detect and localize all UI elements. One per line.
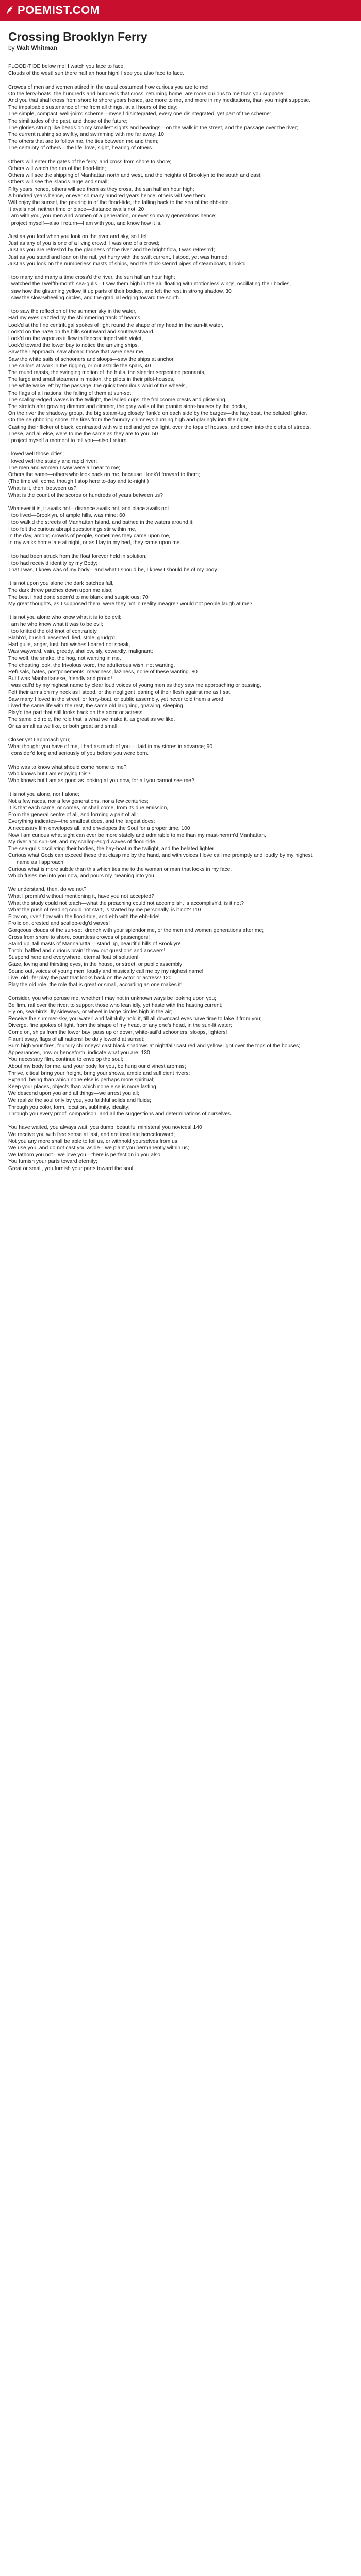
poem-line: It is that each came, or comes, or shall come, from its due emission,: [8, 805, 169, 811]
poem-line: Who was to know what should come home to me?: [8, 764, 127, 770]
poem-line: Which fuses me into you now, and pours my meaning into you.: [8, 873, 156, 879]
site-header: [0, 0, 361, 21]
poem-line: The wolf, the snake, the hog, not wanting in me,: [8, 655, 121, 662]
poem-line: Fly on, sea-birds! fly sideways, or wheel in large circles high in the air;: [8, 1009, 173, 1015]
poem-line: We fathom you not—we love you—there is perfection in you also;: [8, 1152, 162, 1158]
poem-line: On the ferry-boats, the hundreds and hundreds that cross, returning home, are more curious to me than you suppose;: [8, 91, 285, 97]
poem-line: Now I am curious what sight can ever be more stately and admirable to me than my mast-hemm'd Manhattan,: [8, 832, 266, 838]
poem-line: It is not you alone, nor I alone;: [8, 791, 79, 798]
poem-line: I loved well those cities;: [8, 451, 64, 457]
poem-stanza: [8, 159, 318, 227]
poem-body: [8, 63, 318, 1172]
poem-stanza: [8, 886, 318, 988]
poem-line: Stand up, tall masts of Mannahatta!—stand up, beautiful hills of Brooklyn!: [8, 941, 181, 947]
poem-stanza: [8, 553, 318, 574]
poem-line: I too felt the curious abrupt questionings stir within me,: [8, 526, 137, 532]
poem-line: What is it, then, between us?: [8, 485, 77, 492]
poem-line: Sound out, voices of young men! loudly and musically call me by my nighest name!: [8, 968, 204, 974]
poem-line: Appearances, now or henceforth, indicate what you are; 130: [8, 1050, 150, 1056]
poem-line: Casting their flicker of black, contrasted with wild red and yellow light, over the tops of houses, and down into the clefts of streets.: [8, 424, 311, 430]
poem-line: Thrive, cities! bring your freight, bring your shows, ample and sufficient rivers;: [8, 1070, 190, 1076]
poem-line: The similitudes of the past, and those of the future;: [8, 118, 128, 124]
poem-line: About my body for me, and your body for you, be hung our divinest aromas;: [8, 1063, 186, 1070]
poem-line: Or as small as we like, or both great and small.: [8, 723, 119, 730]
poem-line: Just as you look on the numberless masts of ships, and the thick-stem'd pipes of steamboats, I look'd.: [8, 261, 248, 267]
logo-text: POEMIST.COM: [18, 4, 100, 16]
poem-line: The simple, compact, well-join'd scheme—myself disintegrated, every one disintegrated, yet part of the scheme:: [8, 111, 271, 117]
byline-prefix: by: [8, 44, 17, 52]
poem-line: Through you color, form, location, sublimity, ideality;: [8, 1104, 130, 1110]
poem-line: We receive you with free sense at last, and are insatiate henceforward;: [8, 1131, 175, 1138]
poem-line: Saw many I loved in the street, or ferry-boat, or public assembly, yet never told them a word,: [8, 696, 225, 702]
poem-line: A hundred years hence, or ever so many hundred years hence, others will see them,: [8, 193, 207, 199]
poem-line: From the general centre of all, and forming a part of all:: [8, 812, 138, 818]
poem-stanza: [8, 1124, 318, 1172]
poem-author[interactable]: Walt Whitman: [17, 44, 57, 52]
poem-line: Frolic on, crested and scallop-edg'd waves!: [8, 921, 110, 927]
poem-line: Others the same—others who look back on me, because I look'd forward to them;: [8, 472, 200, 478]
poem-line: And you that shall cross from shore to shore years hence, are more to me, and more in my meditations, than you might suppose.: [8, 98, 311, 104]
poem-line: The best I had done seem'd to me blank and suspicious; 70: [8, 594, 149, 600]
poem-line: Everything indicates—the smallest does, and the largest does;: [8, 819, 155, 825]
poem-line: Others will watch the run of the flood-tide;: [8, 166, 106, 172]
poem-line: Just as any of you is one of a living crowd, I was one of a crowd;: [8, 241, 160, 247]
poem-line: On the river the shadowy group, the big steam-tug closely flank'd on each side by the barges—the hay-boat, the belated lighter,: [8, 411, 307, 417]
poem-line: My river and sun-set, and my scallop-edg'd waves of flood-tide,: [8, 839, 157, 845]
poem-stanza: [8, 737, 318, 757]
poem-byline: [8, 44, 361, 52]
poem-line: In my walks home late at night, or as I lay in my bed, they came upon me.: [8, 540, 182, 546]
poem-line: Curious what Gods can exceed these that clasp me by the hand, and with voices I love call me promptly and loudly by my nighest name as I approach;: [8, 853, 313, 866]
poem-line: I too saw the reflection of the summer sky in the water,: [8, 309, 137, 315]
poem-line: Gaze, loving and thirsting eyes, in the house, or street, or public assembly!: [8, 961, 184, 968]
poem-line: Through you every proof, comparison, and all the suggestions and determinations of ourselves.: [8, 1111, 232, 1117]
poem-line: That I was, I knew was of my body—and what I should be, I knew I should be of my body.: [8, 567, 218, 573]
poem-line: Receive the summer-sky, you water! and faithfully hold it, till all downcast eyes have time to take it from you;: [8, 1016, 262, 1022]
poem-line: The round masts, the swinging motion of the hulls, the slender serpentine pennants,: [8, 370, 206, 376]
poem-line: It is not upon you alone the dark patches fall,: [8, 581, 114, 587]
poem-line: Great or small, you furnish your parts toward the soul.: [8, 1165, 135, 1172]
poem-line: I saw how the glistening yellow lit up parts of their bodies, and left the rest in strong shadow, 30: [8, 288, 232, 294]
poem-line: Saw the white sails of schooners and sloops—saw the ships at anchor,: [8, 356, 175, 362]
poem-line: Lived the same life with the rest, the same old laughing, gnawing, sleeping,: [8, 703, 185, 709]
poem-line: Look'd on the haze on the hills southward and southwestward,: [8, 329, 155, 335]
poem-line: Suspend here and everywhere, eternal float of solution!: [8, 955, 139, 961]
poem-line: Curious what is more subtle than this which ties me to the woman or man that looks in my face,: [8, 866, 232, 872]
poem-line: The scallop-edged waves in the twilight, the ladled cups, the frolicsome crests and glistening,: [8, 397, 227, 403]
poem-line: Felt their arms on my neck as I stood, or the negligent leaning of their flesh against me as I sat,: [8, 689, 232, 696]
poem-line: The stretch afar growing dimmer and dimmer, the gray walls of the granite store-houses by the docks,: [8, 404, 247, 410]
poem-stanza: [8, 233, 318, 267]
poem-line: The others that are to follow me, the ties between me and them;: [8, 139, 159, 145]
poem-line: I too lived—Brooklyn, of ample hills, was mine; 60: [8, 513, 125, 519]
poem-line: Others will enter the gates of the ferry, and cross from shore to shore;: [8, 159, 172, 165]
poem-line: In the day, among crowds of people, sometimes they came upon me,: [8, 533, 171, 539]
poem-line: Come on, ships from the lower bay! pass up or down, white-sail'd schooners, sloops, lighters!: [8, 1029, 227, 1036]
poem-line: I was call'd by my nighest name by clear loud voices of young men as they saw me approaching or passing,: [8, 683, 261, 689]
poem-line: Play the old role, the role that is great or small, according as one makes it!: [8, 982, 183, 988]
poem-line: I watched the Twelfth-month sea-gulls—I saw them high in the air, floating with motionless wings, oscillating their bodies,: [8, 281, 291, 287]
poem-line: The white wake left by the passage, the quick tremulous whirl of the wheels,: [8, 383, 187, 389]
poem-line: Throb, baffled and curious brain! throw out questions and answers!: [8, 948, 166, 954]
poem-line: The men and women I saw were all near to me;: [8, 465, 120, 471]
poem-line: What is the count of the scores or hundreds of years between us?: [8, 492, 163, 498]
site-logo[interactable]: [5, 4, 100, 17]
poem-stanza: [8, 580, 318, 607]
poem-stanza: [8, 451, 318, 498]
poem-line: I project myself a moment to tell you—also I return.: [8, 438, 128, 444]
poem-line: A necessary film envelopes all, and envelopes the Soul for a proper time. 100: [8, 825, 190, 832]
poem-line: We descend upon you and all things—we arrest you all;: [8, 1091, 139, 1097]
poem-line: Burn high your fires, foundry chimneys! cast black shadows at nightfall! cast red and yellow light over the tops of the houses;: [8, 1043, 301, 1049]
poem-line: Who knows but I am enjoying this?: [8, 771, 91, 777]
poem-line: I too had been struck from the float forever held in solution;: [8, 553, 147, 560]
poem-line: Gorgeous clouds of the sun-set! drench with your splendor me, or the men and women generations after me;: [8, 927, 264, 934]
poem-line: Play'd the part that still looks back on the actor or actress,: [8, 710, 144, 716]
poem-line: But I was Manhattanese, friendly and proud!: [8, 676, 112, 682]
poem-line: What I promis'd without mentioning it, have you not accepted?: [8, 893, 154, 900]
poem-line: Had my eyes dazzled by the shimmering track of beams,: [8, 315, 142, 321]
poem-line: The sailors at work in the rigging, or out astride the spars, 40: [8, 363, 151, 369]
poem-line: Others will see the islands large and small;: [8, 179, 109, 185]
quill-icon: [5, 6, 14, 15]
poem-line: Look'd toward the lower bay to notice the arriving ships,: [8, 343, 139, 349]
poem-stanza: [8, 791, 318, 880]
poem-line: Expand, being than which none else is perhaps more spiritual;: [8, 1077, 155, 1083]
poem-line: The certainty of others—the life, love, sight, hearing of others.: [8, 145, 154, 151]
poem-line: Be firm, rail over the river, to support those who lean idly, yet haste with the hasting current;: [8, 1002, 223, 1008]
poem-line: Others will see the shipping of Manhattan north and west, and the heights of Brooklyn to the south and east;: [8, 173, 262, 179]
poem-line: I consider'd long and seriously of you before you were born.: [8, 751, 149, 757]
poem-line: Refusals, hates, postponements, meanness, laziness, none of these wanting. 80: [8, 669, 198, 675]
poem-line: I too had receiv'd identity by my Body;: [8, 560, 98, 566]
poem-line: What thought you have of me, I had as much of you—I laid in my stores in advance; 90: [8, 744, 213, 750]
poem-line: Live, old life! play the part that looks back on the actor or actress! 120: [8, 975, 172, 981]
poem-line: I am with you, you men and women of a generation, or ever so many generations hence;: [8, 213, 217, 219]
poem-line: Had guile, anger, lust, hot wishes I dared not speak,: [8, 642, 130, 648]
poem-line: Blabb'd, blush'd, resented, lied, stole, grudg'd,: [8, 635, 117, 641]
poem-stanza: [8, 764, 318, 785]
poem-line: Look'd at the fine centrifugal spokes of light round the shape of my head in the sun-lit water,: [8, 322, 223, 328]
poem-title: Crossing Brooklyn Ferry: [8, 30, 147, 43]
poem-line: On the neighboring shore, the fires from the foundry chimneys burning high and glaringly into the night,: [8, 417, 250, 423]
poem-stanza: [8, 274, 318, 301]
poem-line: I saw the slow-wheeling circles, and the gradual edging toward the south.: [8, 295, 180, 301]
poem-line: You necessary film, continue to envelop the soul;: [8, 1057, 123, 1063]
poem-line: FLOOD-TIDE below me! I watch you face to face;: [8, 64, 125, 70]
poem-line: You have waited, you always wait, you dumb, beautiful ministers! you novices! 140: [8, 1125, 202, 1131]
poem-line: Saw their approach, saw aboard those that were near me,: [8, 349, 145, 355]
poem-line: Not a few races, nor a few generations, nor a few centuries;: [8, 798, 149, 804]
poem-stanza: [8, 63, 318, 152]
poem-line: Who knows but I am as good as looking at you now, for all you cannot see me?: [8, 778, 194, 784]
poem-line: Consider, you who peruse me, whether I may not in unknown ways be looking upon you;: [8, 995, 216, 1002]
poem-line: Flaunt away, flags of all nations! be duly lower'd at sunset;: [8, 1036, 145, 1042]
poem-line: Was wayward, vain, greedy, shallow, sly, cowardly, malignant;: [8, 649, 153, 655]
poem-line: I loved well the stately and rapid river;: [8, 458, 97, 464]
poem-line: It is not you alone who know what it is to be evil;: [8, 615, 122, 621]
poem-line: Not you any more shall be able to foil us, or withhold yourselves from us;: [8, 1138, 179, 1144]
poem-stanza: [8, 995, 318, 1118]
poem-line: The current rushing so swiftly, and swimming with me far away; 10: [8, 132, 164, 138]
poem-line: Crowds of men and women attired in the usual costumes! how curious you are to me!: [8, 84, 209, 90]
poem-line: We understand, then, do we not?: [8, 887, 87, 893]
poem-line: The sea-gulls oscillating their bodies, the hay-boat in the twilight, and the belated lighter;: [8, 846, 216, 852]
poem-line: I project myself—also I return—I am with you, and know how it is.: [8, 220, 162, 226]
poem-line: Cross from shore to shore, countless crowds of passengers!: [8, 934, 150, 940]
poem-line: The same old role, the role that is what we make it, as great as we like,: [8, 717, 175, 723]
poem-line: Clouds of the west! sun there half an hour high! I see you also face to face.: [8, 71, 185, 77]
poem-line: I am he who knew what it was to be evil;: [8, 621, 103, 628]
poem-line: Fifty years hence, others will see them as they cross, the sun half an hour high;: [8, 186, 194, 192]
poem-line: Just as you stand and lean on the rail, yet hurry with the swift current, I stood, yet was hurried;: [8, 254, 229, 260]
poem-line: Just as you feel when you look on the river and sky, so I felt;: [8, 234, 150, 240]
poem-line: The cheating look, the frivolous word, the adulterous wish, not wanting,: [8, 662, 175, 668]
poem-stanza: [8, 308, 318, 444]
poem-line: The large and small steamers in motion, the pilots in their pilot-houses,: [8, 377, 175, 383]
poem-line: My great thoughts, as I supposed them, were they not in reality meagre? would not people laugh at me?: [8, 601, 253, 607]
poem-line: I too knitted the old knot of contrariety,: [8, 628, 98, 634]
poem-line: You furnish your parts toward eternity;: [8, 1159, 98, 1165]
poem-line: Flow on, river! flow with the flood-tide, and ebb with the ebb-tide!: [8, 914, 160, 920]
poem-line: It avails not, neither time or place—distance avails not; 20: [8, 207, 144, 213]
poem-line: (The time will come, though I stop here to-day and to-night.): [8, 479, 149, 485]
poem-line: Will enjoy the sunset, the pouring in of the flood-tide, the falling back to the sea of the ebb-tide.: [8, 200, 231, 206]
poem-line: We use you, and do not cast you aside—we plant you permanently within us;: [8, 1145, 189, 1151]
poem-line: The impalpable sustenance of me from all things, at all hours of the day;: [8, 105, 178, 111]
poem-stanza: [8, 505, 318, 546]
poem-line: The dark threw patches down upon me also;: [8, 587, 113, 594]
poem-line: Just as you are refresh'd by the gladness of the river and the bright flow, I was refresh'd;: [8, 247, 215, 253]
poem-line: What the push of reading could not start, is started by me personally, is it not? 110: [8, 907, 201, 913]
poem-line: Closer yet I approach you;: [8, 737, 71, 743]
poem-line: Diverge, fine spokes of light, from the shape of my head, or any one's head, in the sun-lit water;: [8, 1023, 233, 1029]
poem-line: I too walk'd the streets of Manhattan Island, and bathed in the waters around it;: [8, 519, 194, 526]
poem-line: The flags of all nations, the falling of them at sun-set,: [8, 390, 133, 396]
poem-line: Keep your places, objects than which none else is more lasting.: [8, 1084, 158, 1090]
poem-line: [8, 77, 318, 83]
poem-line: These, and all else, were to me the same as they are to you; 50: [8, 431, 158, 437]
poem-line: I too many and many a time cross'd the river, the sun half an hour high;: [8, 275, 175, 281]
poem-line: Look'd on the vapor as it flew in fleeces tinged with violet,: [8, 336, 143, 342]
poem-line: Whatever it is, it avails not—distance avails not, and place avails not.: [8, 506, 171, 512]
poem-stanza: [8, 614, 318, 730]
poem-line: The glories strung like beads on my smallest sights and hearings—on the walk in the street, and the passage over the river;: [8, 125, 299, 131]
poem-line: We realize the soul only by you, you faithful solids and fluids;: [8, 1097, 151, 1104]
poem-line: What the study could not teach—what the preaching could not accomplish, is accomplish'd, is it not?: [8, 900, 244, 906]
